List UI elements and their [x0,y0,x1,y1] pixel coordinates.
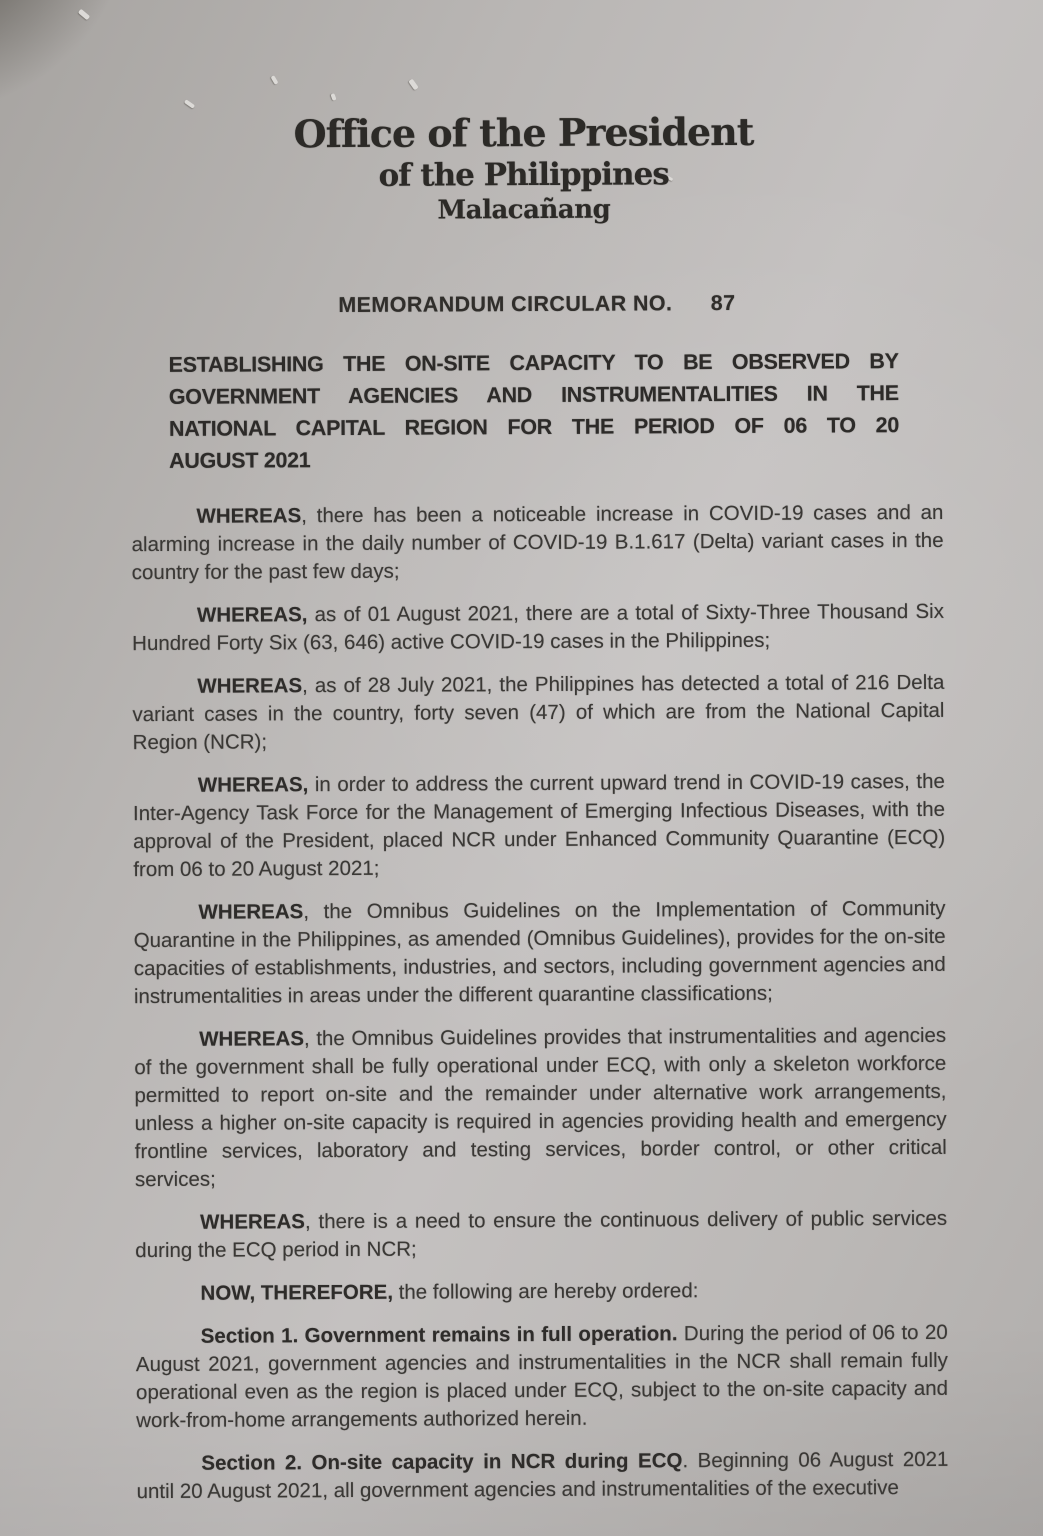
paragraph-text: During the period of 06 to 20 August 2021, government agencies and instrumentalities in the NCR shall remain fully operational even as the region is placed under ECQ, subject to the on-site capacity and work-from-home arrangements authorized herein. [135,1320,949,1433]
paragraph-text: , there is a need to ensure the continuous delivery of public services during the ECQ period in NCR; [135,1206,948,1263]
letterhead-line-2: of the Philippines [378,156,669,194]
whereas-clause-5 [133,895,946,1011]
paper-speck [330,93,336,101]
section-1-paragraph [136,1319,949,1435]
letterhead [129,108,942,228]
paragraph-text: the following are hereby ordered: [392,1279,699,1304]
whereas-clause-1 [131,499,943,587]
paper-speck [271,75,279,85]
section-2-heading: Section 2. On-site capacity in NCR during ECQ [201,1449,683,1475]
memo-circular-label: MEMORANDUM CIRCULAR NO. [338,291,673,318]
document-title-line: GOVERNMENT AGENCIES AND INSTRUMENTALITIES IN THE [168,381,899,409]
section-2-paragraph [136,1446,948,1506]
letterhead-line-3: Malacañang [437,194,611,226]
document-content [129,108,948,1521]
whereas-lead: WHEREAS [196,504,302,528]
document-title [169,345,900,477]
paragraph-text: , as of 28 July 2021, the Philippines has detected a total of 216 Delta variant cases in the country, forty seven (47) of which are from the National Capital Region (NCR); [132,670,945,755]
document-title-line: ESTABLISHING THE ON-SITE CAPACITY TO BE OBSERVED BY [168,349,899,377]
whereas-lead: WHEREAS [197,674,303,698]
whereas-clause-2 [132,598,944,658]
whereas-lead: WHEREAS, [197,773,309,797]
whereas-lead: WHEREAS, [196,603,308,627]
ordering-lead: NOW, THEREFORE, [200,1280,394,1305]
document-title-line: AUGUST 2021 [169,448,311,473]
letterhead-line-1: Office of the President [293,108,754,157]
paper-speck [184,99,195,109]
whereas-clause-7 [135,1205,947,1265]
document-title-line: NATIONAL CAPITAL REGION FOR THE PERIOD OF 06 TO 20 [168,413,900,441]
memo-circular-line [338,290,942,318]
ordering-clause [135,1276,947,1308]
whereas-lead: WHEREAS [200,1210,305,1234]
paragraph-text: , the Omnibus Guidelines on the Implementation of Community Quarantine in the Philippines, as amended (Omnibus Guidelines), provides for the on-site capacities of establishments, industries, and sectors, including government agencies and instrumentalities in areas under the different quarantine classifications; [133,896,946,1009]
whereas-lead: WHEREAS [198,900,304,924]
whereas-clause-4 [133,768,946,884]
paragraph-text: as of 01 August 2021, there are a total of Sixty-Three Thousand Six Hundred Forty Six (63, 646) active COVID-19 cases in the Philippines; [132,599,945,656]
paragraph-text: in order to address the current upward trend in COVID-19 cases, the Inter-Agency Task Force for the Management of Emerging Infectious Diseases, with the approval of the President, placed NCR under Enhanced Community Quarantine (ECQ) from 06 to 20 August 2021; [132,769,946,882]
whereas-lead: WHEREAS [199,1027,305,1051]
paragraph-text: , the Omnibus Guidelines provides that instrumentalities and agencies of the government shall be fully operational under ECQ, with only a skeleton workforce permitted to report on-site and the remainder under alternative work arrangements, unless a higher on-site capacity is required in agencies providing health and emergency frontline services, laboratory and testing services, border control, or other critical services; [134,1023,947,1192]
paper-speck [408,79,418,91]
section-1-heading: Section 1. Government remains in full operation. [200,1322,678,1348]
memo-circular-number: 87 [710,290,736,316]
paragraph-text: . Beginning 06 August 2021 until 20 August 2021, all government agencies and instrumentalities of the executive [136,1447,949,1504]
paper-speck [78,9,90,21]
paragraph-text: , there has been a noticeable increase in COVID-19 cases and an alarming increase in the daily number of COVID-19 B.1.617 (Delta) variant cases in the country for the past few days; [131,500,944,585]
whereas-clause-6 [134,1022,947,1194]
whereas-clause-3 [132,669,944,757]
